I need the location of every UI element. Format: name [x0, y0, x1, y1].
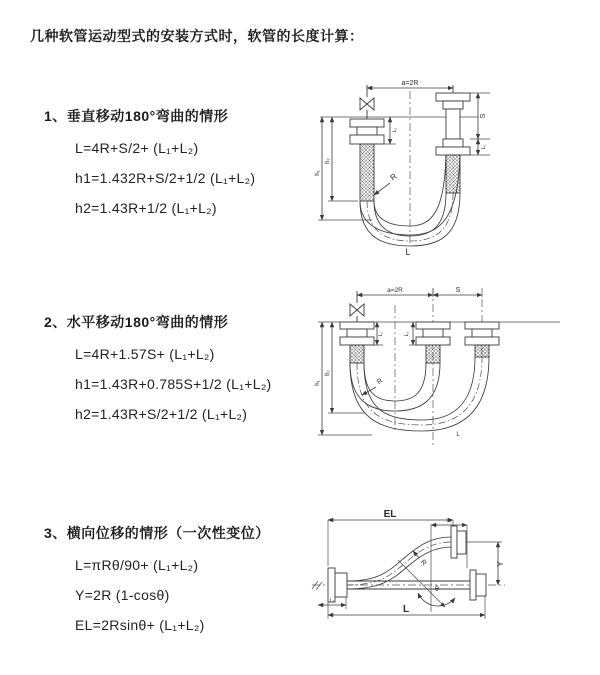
right-pipe-flange: [465, 322, 499, 357]
hose-arcs: [350, 357, 489, 431]
dim-label-l1: L₁: [392, 127, 398, 133]
right-flange: [470, 570, 486, 600]
dimension-l1: [318, 597, 346, 609]
dim-label-h1: h₁: [315, 380, 321, 386]
dim-label-l2: L₂: [481, 144, 487, 150]
formula-h1: h1=1.432R+S/2+1/2 (L₁+L₂): [75, 170, 256, 186]
braided-hose-section: [350, 345, 364, 363]
angle-label: θ: [435, 586, 439, 593]
centerlines: [395, 288, 482, 448]
dim-label-l1: L₁: [329, 598, 335, 604]
length-label: L: [456, 432, 460, 438]
section-3-heading: 3、横向位移的情形（一次性变位）: [44, 525, 270, 541]
diagram-lateral-displacement: [300, 500, 600, 670]
radius-label: R: [388, 171, 399, 183]
dimension-width: [367, 80, 453, 88]
braided-hose-section: [446, 155, 460, 193]
dim-label-y: Y: [496, 561, 505, 567]
dim-label-s: S: [455, 287, 461, 294]
length-label: L: [402, 604, 410, 615]
dimension-h2: [325, 117, 358, 201]
dim-label-l1: L₁: [378, 331, 384, 337]
braided-hose-section: [426, 345, 440, 363]
radius-label: R: [376, 377, 385, 387]
right-pipe-flange: [436, 85, 470, 193]
valve-icon: [360, 85, 374, 119]
diagram-vertical-180-bend: [310, 73, 600, 258]
braided-hose-section: [360, 144, 374, 201]
formula-h1: h1=1.43R+0.785S+1/2 (L₁+L₂): [75, 376, 272, 392]
middle-pipe-flange: [416, 322, 450, 363]
dim-label-h2: h₂: [325, 158, 331, 164]
page-title: 几种软管运动型式的安装方式时，软管的长度计算：: [30, 28, 364, 44]
left-flange: [328, 568, 347, 602]
dim-label-width: a=2R: [387, 287, 403, 294]
diagram-horizontal-180-bend: [310, 283, 600, 463]
radius-callout: [374, 172, 399, 195]
dim-label-h1: h₁: [315, 170, 321, 176]
formula-el: EL=2Rsinθ+ (L₁+L₂): [75, 617, 205, 633]
left-pipe-flange: [340, 322, 374, 363]
formula-l: L=4R+1.57S+ (L₁+L₂): [75, 346, 215, 362]
dimension-l: [328, 596, 485, 619]
dim-label-l2: L₂: [404, 331, 410, 337]
length-label: L: [405, 247, 411, 257]
dim-label-el: EL: [383, 509, 397, 520]
pipe-break-mark: [312, 581, 322, 590]
radius-label: R: [418, 558, 428, 568]
formula-h2: h2=1.43R+1/2 (L₁+L₂): [75, 200, 217, 216]
braided-hose-section: [475, 345, 489, 357]
formula-l: L=πRθ/90+ (L₁+L₂): [75, 557, 199, 573]
left-pipe-flange: [350, 119, 384, 201]
formula-y: Y=2R (1-cosθ): [75, 587, 170, 603]
dimension-el: [328, 509, 453, 566]
radius-construction: [398, 525, 455, 612]
dim-label-l2: L₂: [446, 518, 452, 524]
section-horizontal-movement: [44, 312, 272, 422]
dim-label-s: S: [480, 113, 487, 119]
upper-flange: [451, 526, 466, 558]
dim-label-width: a=2R: [401, 80, 419, 87]
formula-l: L=4R+S/2+ (L₁+L₂): [75, 140, 199, 156]
section-lateral-displacement: [44, 523, 270, 633]
formula-h2: h2=1.43R+S/2+1/2 (L₁+L₂): [75, 406, 248, 422]
dim-label-h2: h₂: [325, 370, 331, 376]
section-1-heading: 1、垂直移动180°弯曲的情形: [44, 108, 229, 124]
section-vertical-movement: [44, 106, 255, 216]
dimension-width: [357, 287, 482, 297]
section-2-heading: 2、水平移动180°弯曲的情形: [44, 314, 229, 330]
dimension-travel-s: [462, 93, 490, 155]
